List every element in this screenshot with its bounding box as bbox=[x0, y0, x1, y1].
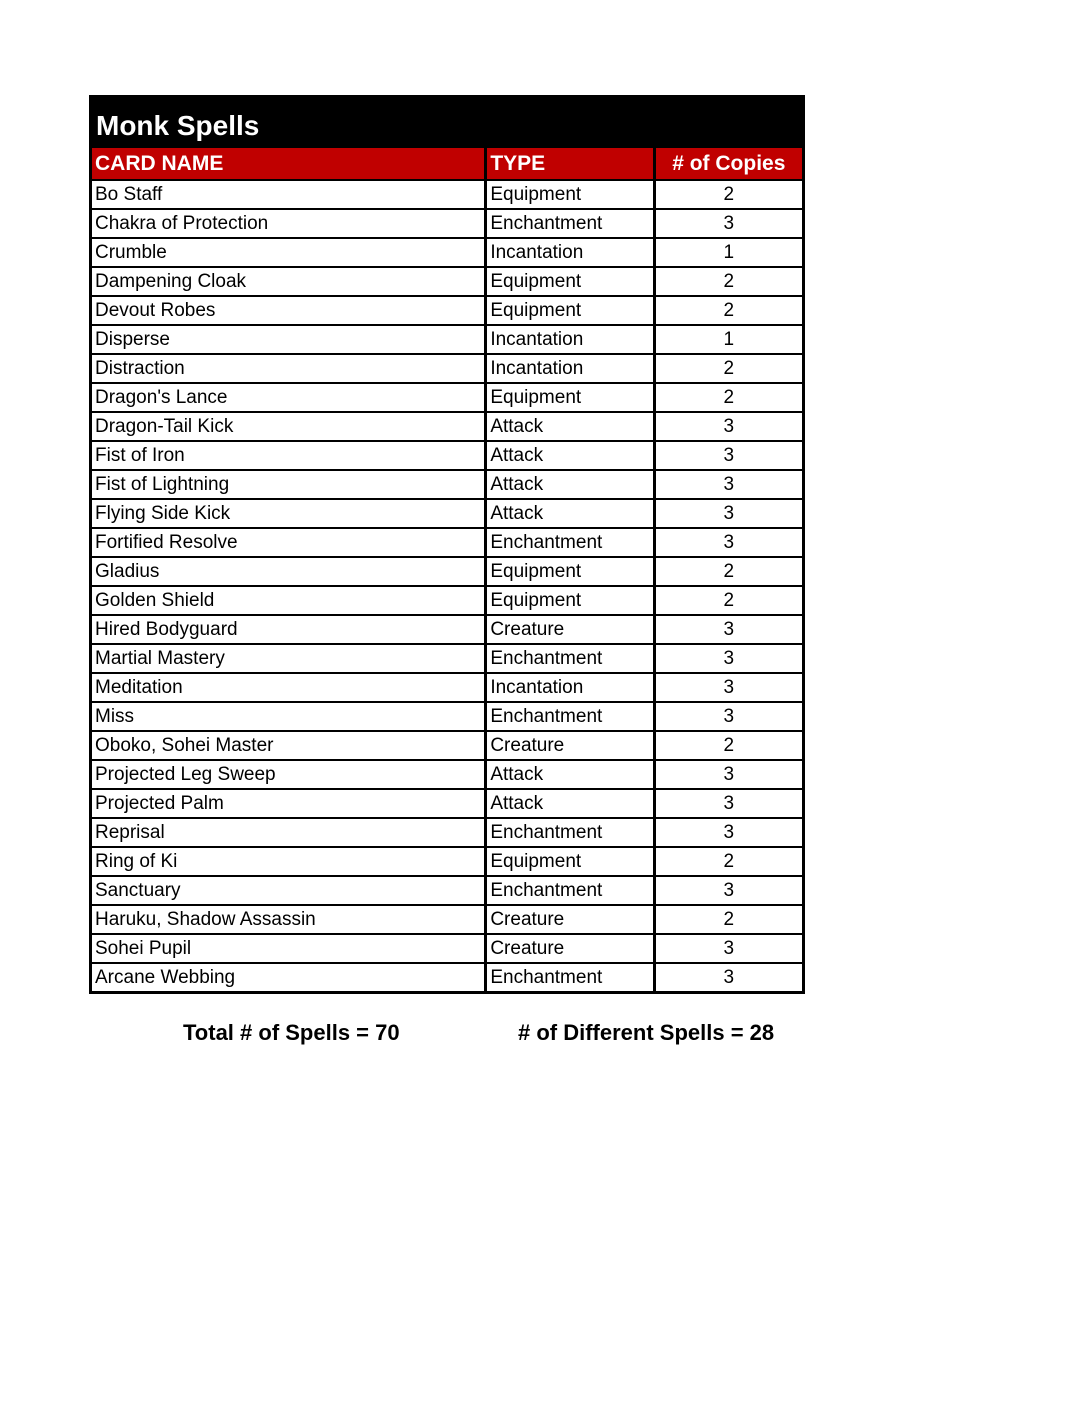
table-row bbox=[92, 962, 802, 991]
spell-table bbox=[89, 95, 805, 994]
card-name-cell: Projected Palm bbox=[92, 790, 484, 817]
card-type-cell: Incantation bbox=[487, 674, 652, 701]
card-name-cell: Oboko, Sohei Master bbox=[92, 732, 484, 759]
card-name-cell: Martial Mastery bbox=[92, 645, 484, 672]
card-type-cell: Equipment bbox=[487, 384, 652, 411]
table-row bbox=[92, 585, 802, 614]
card-type-cell: Incantation bbox=[487, 355, 652, 382]
card-type-cell: Attack bbox=[487, 413, 652, 440]
copies-cell: 3 bbox=[656, 645, 802, 672]
card-name-cell: Fist of Iron bbox=[92, 442, 484, 469]
copies-cell: 2 bbox=[656, 355, 802, 382]
table-row bbox=[92, 759, 802, 788]
copies-cell: 3 bbox=[656, 413, 802, 440]
copies-cell: 2 bbox=[656, 732, 802, 759]
table-body bbox=[92, 179, 802, 991]
copies-cell: 2 bbox=[656, 268, 802, 295]
card-name-cell: Haruku, Shadow Assassin bbox=[92, 906, 484, 933]
copies-cell: 3 bbox=[656, 877, 802, 904]
card-name-cell: Reprisal bbox=[92, 819, 484, 846]
card-type-cell: Creature bbox=[487, 616, 652, 643]
copies-cell: 1 bbox=[656, 326, 802, 353]
card-name-cell: Fortified Resolve bbox=[92, 529, 484, 556]
card-name-cell: Crumble bbox=[92, 239, 484, 266]
table-row bbox=[92, 817, 802, 846]
card-type-cell: Attack bbox=[487, 790, 652, 817]
card-name-cell: Miss bbox=[92, 703, 484, 730]
column-header-copies: # of Copies bbox=[656, 148, 802, 179]
card-name-cell: Devout Robes bbox=[92, 297, 484, 324]
copies-cell: 3 bbox=[656, 761, 802, 788]
copies-cell: 2 bbox=[656, 558, 802, 585]
card-type-cell: Incantation bbox=[487, 239, 652, 266]
table-row bbox=[92, 324, 802, 353]
copies-cell: 3 bbox=[656, 964, 802, 991]
card-type-cell: Enchantment bbox=[487, 964, 652, 991]
card-type-cell: Attack bbox=[487, 471, 652, 498]
table-row bbox=[92, 933, 802, 962]
card-type-cell: Enchantment bbox=[487, 210, 652, 237]
card-name-cell: Sohei Pupil bbox=[92, 935, 484, 962]
table-row bbox=[92, 411, 802, 440]
table-row bbox=[92, 266, 802, 295]
table-row bbox=[92, 295, 802, 324]
copies-cell: 3 bbox=[656, 935, 802, 962]
table-title: Monk Spells bbox=[92, 98, 802, 148]
card-name-cell: Gladius bbox=[92, 558, 484, 585]
copies-cell: 3 bbox=[656, 500, 802, 527]
table-row bbox=[92, 382, 802, 411]
card-name-cell: Disperse bbox=[92, 326, 484, 353]
column-header-type: TYPE bbox=[487, 148, 652, 179]
table-row bbox=[92, 846, 802, 875]
card-type-cell: Equipment bbox=[487, 558, 652, 585]
card-name-cell: Dragon's Lance bbox=[92, 384, 484, 411]
copies-cell: 2 bbox=[656, 181, 802, 208]
card-type-cell: Enchantment bbox=[487, 529, 652, 556]
card-type-cell: Incantation bbox=[487, 326, 652, 353]
total-spells-label: Total # of Spells = 70 bbox=[183, 1020, 400, 1045]
table-row bbox=[92, 904, 802, 933]
card-type-cell: Equipment bbox=[487, 181, 652, 208]
table-row bbox=[92, 237, 802, 266]
copies-cell: 3 bbox=[656, 471, 802, 498]
table-row bbox=[92, 527, 802, 556]
card-name-cell: Dragon-Tail Kick bbox=[92, 413, 484, 440]
card-type-cell: Enchantment bbox=[487, 877, 652, 904]
card-name-cell: Bo Staff bbox=[92, 181, 484, 208]
card-type-cell: Equipment bbox=[487, 297, 652, 324]
card-name-cell: Hired Bodyguard bbox=[92, 616, 484, 643]
table-row bbox=[92, 556, 802, 585]
table-row bbox=[92, 208, 802, 237]
copies-cell: 3 bbox=[656, 210, 802, 237]
copies-cell: 2 bbox=[656, 587, 802, 614]
table-row bbox=[92, 469, 802, 498]
table-row bbox=[92, 788, 802, 817]
table-row bbox=[92, 353, 802, 382]
table-row bbox=[92, 179, 802, 208]
copies-cell: 2 bbox=[656, 906, 802, 933]
card-type-cell: Equipment bbox=[487, 848, 652, 875]
copies-cell: 3 bbox=[656, 674, 802, 701]
table-row bbox=[92, 498, 802, 527]
table-row bbox=[92, 730, 802, 759]
card-type-cell: Attack bbox=[487, 442, 652, 469]
card-type-cell: Attack bbox=[487, 500, 652, 527]
copies-cell: 3 bbox=[656, 819, 802, 846]
card-name-cell: Golden Shield bbox=[92, 587, 484, 614]
table-header-row bbox=[92, 148, 802, 179]
card-name-cell: Flying Side Kick bbox=[92, 500, 484, 527]
card-type-cell: Creature bbox=[487, 906, 652, 933]
card-type-cell: Creature bbox=[487, 732, 652, 759]
table-row bbox=[92, 643, 802, 672]
copies-cell: 3 bbox=[656, 442, 802, 469]
card-name-cell: Ring of Ki bbox=[92, 848, 484, 875]
copies-cell: 1 bbox=[656, 239, 802, 266]
card-name-cell: Arcane Webbing bbox=[92, 964, 484, 991]
copies-cell: 2 bbox=[656, 297, 802, 324]
card-name-cell: Distraction bbox=[92, 355, 484, 382]
card-name-cell: Projected Leg Sweep bbox=[92, 761, 484, 788]
card-type-cell: Enchantment bbox=[487, 645, 652, 672]
copies-cell: 3 bbox=[656, 703, 802, 730]
table-row bbox=[92, 875, 802, 904]
table-row bbox=[92, 614, 802, 643]
card-name-cell: Chakra of Protection bbox=[92, 210, 484, 237]
copies-cell: 2 bbox=[656, 384, 802, 411]
card-name-cell: Fist of Lightning bbox=[92, 471, 484, 498]
copies-cell: 3 bbox=[656, 616, 802, 643]
table-row bbox=[92, 672, 802, 701]
copies-cell: 3 bbox=[656, 529, 802, 556]
card-name-cell: Sanctuary bbox=[92, 877, 484, 904]
column-header-card-name: CARD NAME bbox=[92, 148, 484, 179]
card-type-cell: Equipment bbox=[487, 268, 652, 295]
copies-cell: 2 bbox=[656, 848, 802, 875]
card-name-cell: Meditation bbox=[92, 674, 484, 701]
table-row bbox=[92, 440, 802, 469]
copies-cell: 3 bbox=[656, 790, 802, 817]
card-type-cell: Equipment bbox=[487, 587, 652, 614]
card-name-cell: Dampening Cloak bbox=[92, 268, 484, 295]
card-type-cell: Enchantment bbox=[487, 703, 652, 730]
card-type-cell: Attack bbox=[487, 761, 652, 788]
table-row bbox=[92, 701, 802, 730]
card-type-cell: Creature bbox=[487, 935, 652, 962]
different-spells-label: # of Different Spells = 28 bbox=[518, 1020, 775, 1045]
card-type-cell: Enchantment bbox=[487, 819, 652, 846]
